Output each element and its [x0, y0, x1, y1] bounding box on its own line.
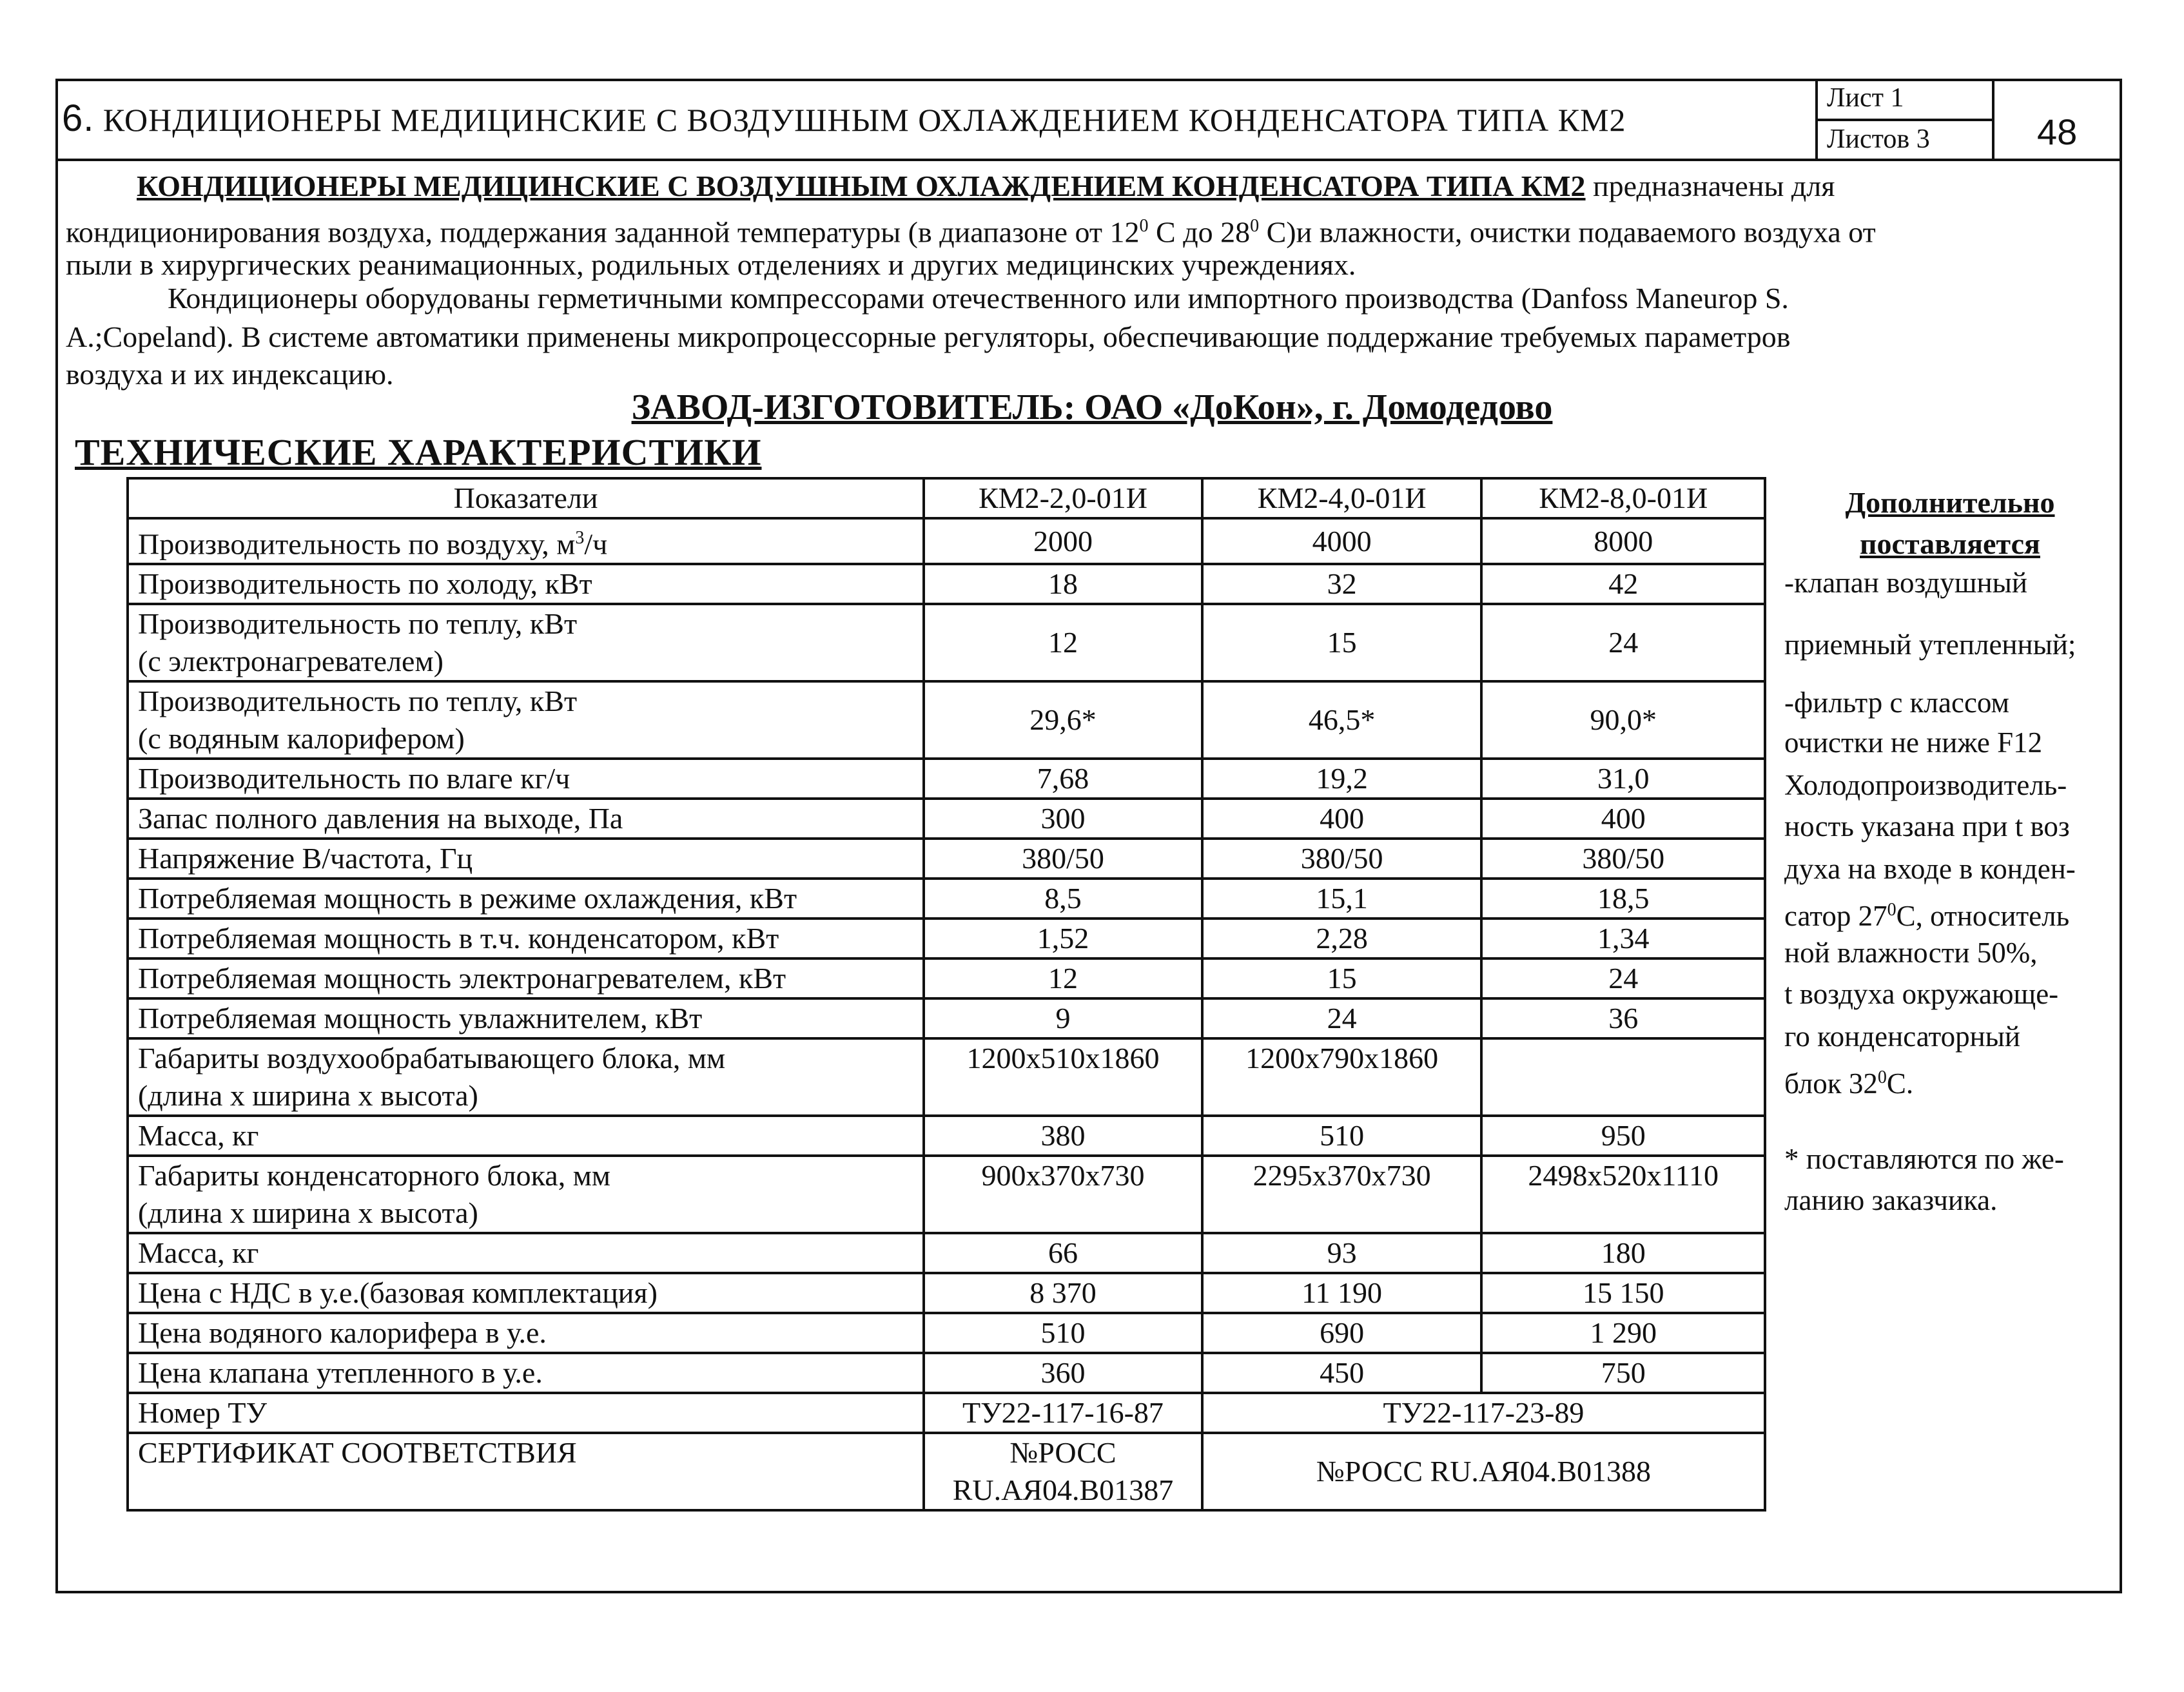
- row-label-text: Производительность по воздуху, м: [138, 527, 576, 561]
- value-cell: 93: [1202, 1233, 1482, 1273]
- value-cell: 360: [924, 1353, 1202, 1393]
- table-header-cell: КМ2-2,0-01И: [924, 478, 1202, 518]
- degree-sup: 0: [1139, 216, 1149, 236]
- table-row: [128, 919, 1765, 958]
- value-cell: 7,68: [924, 759, 1202, 799]
- row-label-text: Производительность по теплу, кВт: [138, 685, 578, 718]
- intro-lead: КОНДИЦИОНЕРЫ МЕДИЦИНСКИЕ С ВОЗДУШНЫМ ОХЛАЖДЕНИЕМ КОНДЕНСАТОРА ТИПА КМ2: [137, 170, 1586, 202]
- table-row: [128, 1393, 1765, 1433]
- value-cell: 12: [924, 958, 1202, 998]
- table-header-cell: КМ2-4,0-01И: [1202, 478, 1482, 518]
- row-label: Производительность по влаге кг/ч: [128, 759, 924, 799]
- row-label-text: (длина х ширина х высота): [138, 1079, 478, 1113]
- value-cell: 380/50: [1481, 839, 1765, 879]
- table-header-cell: Показатели: [128, 478, 924, 518]
- table-row: [128, 564, 1765, 604]
- side-note: го конденсаторный: [1784, 1020, 2020, 1053]
- page-number: 48: [2037, 112, 2078, 152]
- side-note: ность указана при t воз: [1784, 810, 2070, 842]
- row-label-text: (с электронагревателем): [138, 645, 444, 678]
- row-label: [128, 1038, 924, 1116]
- table-row: [128, 1233, 1765, 1273]
- row-label: [128, 518, 924, 564]
- side-note: [1784, 890, 2120, 937]
- sheet-label: Лист 1: [1827, 83, 1904, 113]
- table-row: [128, 604, 1765, 681]
- table-row: [128, 958, 1765, 998]
- value-cell: 510: [924, 1313, 1202, 1353]
- row-label-text: Производительность по теплу, кВт: [138, 607, 578, 641]
- row-label: Цена водяного калорифера в у.е.: [128, 1313, 924, 1353]
- value-cell: 380/50: [924, 839, 1202, 879]
- value-cell: 1 290: [1481, 1313, 1765, 1353]
- value-cell: 180: [1481, 1233, 1765, 1273]
- row-label: Цена клапана утепленного в у.е.: [128, 1353, 924, 1393]
- value-cell: 11 190: [1202, 1273, 1482, 1313]
- table-row: [128, 1433, 1765, 1510]
- value-cell: 32: [1202, 564, 1482, 604]
- intro-paragraph: [66, 166, 2083, 206]
- value-cell: 900x370x730: [924, 1156, 1202, 1233]
- section-title-text: КОНДИЦИОНЕРЫ МЕДИЦИНСКИЕ С ВОЗДУШНЫМ ОХЛАЖДЕНИЕМ КОНДЕНСАТОРА ТИПА КМ2: [102, 102, 1626, 138]
- value-cell: 18,5: [1481, 879, 1765, 919]
- side-note-text: С.: [1886, 1067, 1914, 1100]
- value-cell: 8 370: [924, 1273, 1202, 1313]
- value-cell: 15: [1202, 958, 1482, 998]
- row-label: Потребляемая мощность электронагревателем, кВт: [128, 958, 924, 998]
- value-cell: 2498x520x1110: [1481, 1156, 1765, 1233]
- row-label-text: Габариты конденсаторного блока, мм: [138, 1159, 610, 1192]
- value-cell: 750: [1481, 1353, 1765, 1393]
- value-cell: 12: [924, 604, 1202, 681]
- intro-line: Кондиционеры оборудованы герметичными компрессорами отечественного или импортного производства (Danfoss Maneurop S.: [168, 282, 1789, 315]
- row-label-text: /ч: [584, 527, 608, 561]
- value-cell: 380: [924, 1116, 1202, 1156]
- value-cell: 31,0: [1481, 759, 1765, 799]
- value-cell: [1481, 1038, 1765, 1116]
- side-note-text: С, относитель: [1896, 900, 2070, 932]
- degree-sup: 0: [1877, 1067, 1887, 1087]
- degree-sup: 0: [1250, 216, 1260, 236]
- value-cell: 15: [1202, 604, 1482, 681]
- value-cell: [924, 1433, 1202, 1510]
- value-cell: 450: [1202, 1353, 1482, 1393]
- value-cell: 15 150: [1481, 1273, 1765, 1313]
- value-cell: 29,6*: [924, 681, 1202, 759]
- footnote: * поставляются по же-: [1784, 1143, 2064, 1175]
- table-header-row: [128, 478, 1765, 518]
- unit-sup: 3: [575, 528, 585, 548]
- table-row: [128, 518, 1765, 564]
- row-label: Запас полного давления на выходе, Па: [128, 799, 924, 839]
- side-note: t воздуха окружающе-: [1784, 978, 2059, 1010]
- value-cell: 90,0*: [1481, 681, 1765, 759]
- side-note: [1784, 1057, 2120, 1104]
- row-label: Напряжение В/частота, Гц: [128, 839, 924, 879]
- value-cell: 2,28: [1202, 919, 1482, 958]
- row-label-text: (длина х ширина х высота): [138, 1196, 478, 1230]
- section-title: [62, 97, 1626, 140]
- value-cell: 380/50: [1202, 839, 1482, 879]
- value-cell: 8000: [1481, 518, 1765, 564]
- table-header-cell: КМ2-8,0-01И: [1481, 478, 1765, 518]
- value-cell: 66: [924, 1233, 1202, 1273]
- value-cell: 42: [1481, 564, 1765, 604]
- cert-text: №РОСС: [1009, 1436, 1116, 1470]
- value-cell: 300: [924, 799, 1202, 839]
- row-label-text: (с водяным калорифером): [138, 722, 465, 755]
- table-row: [128, 1038, 1765, 1116]
- table-row: [128, 799, 1765, 839]
- manufacturer-heading: ЗАВОД-ИЗГОТОВИТЕЛЬ: ОАО «ДоКон», г. Домодедово: [631, 387, 1553, 427]
- value-cell: 400: [1202, 799, 1482, 839]
- value-cell: 400: [1481, 799, 1765, 839]
- intro-text: предназначены для: [1585, 170, 1835, 202]
- value-cell: 36: [1481, 998, 1765, 1038]
- row-label: Цена с НДС в у.е.(базовая комплектация): [128, 1273, 924, 1313]
- footnote: ланию заказчика.: [1784, 1184, 1998, 1216]
- value-cell: 950: [1481, 1116, 1765, 1156]
- row-label: Потребляемая мощность в режиме охлаждения, кВт: [128, 879, 924, 919]
- row-label: Производительность по холоду, кВт: [128, 564, 924, 604]
- table-row: [128, 839, 1765, 879]
- value-cell: №РОСС RU.АЯ04.В01388: [1202, 1433, 1765, 1510]
- intro-text: кондиционирования воздуха, поддержания заданной температуры (в диапазоне от 12: [66, 215, 1140, 249]
- value-cell: 690: [1202, 1313, 1482, 1353]
- value-cell: 2000: [924, 518, 1202, 564]
- side-note: духа на входе в конден-: [1784, 853, 2076, 885]
- row-label: [128, 604, 924, 681]
- value-cell: 18: [924, 564, 1202, 604]
- intro-line: A.;Copeland). В системе автоматики применены микропроцессорные регуляторы, обеспечивающие поддержание требуемых параметров: [66, 320, 1791, 353]
- value-cell: 2295x370x730: [1202, 1156, 1482, 1233]
- cert-text: RU.АЯ04.В01387: [952, 1473, 1174, 1507]
- table-row: [128, 1273, 1765, 1313]
- side-note: ной влажности 50%,: [1784, 937, 2038, 969]
- value-cell: 1,34: [1481, 919, 1765, 958]
- side-note: -клапан воздушный: [1784, 567, 2027, 599]
- side-note: очистки не ниже F12: [1784, 726, 2043, 759]
- value-cell: 24: [1481, 958, 1765, 998]
- intro-line: воздуха и их индексацию.: [66, 358, 394, 391]
- value-cell: 15,1: [1202, 879, 1482, 919]
- row-label: Номер ТУ: [128, 1393, 924, 1433]
- side-note: -фильтр с классом: [1784, 686, 2010, 719]
- intro-text: С)и влажности, очистки подаваемого воздуха от: [1259, 215, 1876, 249]
- value-cell: ТУ22-117-23-89: [1202, 1393, 1765, 1433]
- value-cell: 8,5: [924, 879, 1202, 919]
- value-cell: 510: [1202, 1116, 1482, 1156]
- table-row: [128, 998, 1765, 1038]
- value-cell: ТУ22-117-16-87: [924, 1393, 1202, 1433]
- table-row: [128, 759, 1765, 799]
- value-cell: 4000: [1202, 518, 1482, 564]
- value-cell: 1200x790x1860: [1202, 1038, 1482, 1116]
- extras-heading-line: Дополнительно: [1845, 486, 2055, 519]
- extras-heading: [1786, 482, 2114, 565]
- tech-spec-heading: ТЕХНИЧЕСКИЕ ХАРАКТЕРИСТИКИ: [75, 431, 762, 473]
- header-divider: [1815, 119, 1994, 121]
- row-label: Потребляемая мощность увлажнителем, кВт: [128, 998, 924, 1038]
- row-label: Масса, кг: [128, 1116, 924, 1156]
- row-label-text: Габариты воздухообрабатывающего блока, мм: [138, 1042, 726, 1075]
- value-cell: 24: [1202, 998, 1482, 1038]
- value-cell: 24: [1481, 604, 1765, 681]
- table-row: [128, 1116, 1765, 1156]
- row-label: Масса, кг: [128, 1233, 924, 1273]
- intro-text: С до 28: [1148, 215, 1251, 249]
- value-cell: 1,52: [924, 919, 1202, 958]
- table-row: [128, 1156, 1765, 1233]
- value-cell: 9: [924, 998, 1202, 1038]
- value-cell: 46,5*: [1202, 681, 1482, 759]
- row-label: [128, 681, 924, 759]
- table-row: [128, 1353, 1765, 1393]
- section-number: 6.: [62, 97, 95, 139]
- side-note: Холодопроизводитель-: [1784, 769, 2067, 801]
- value-cell: 1200x510x1860: [924, 1038, 1202, 1116]
- sheets-total-label: Листов 3: [1827, 124, 1930, 154]
- spec-table: [126, 477, 1766, 1512]
- table-row: [128, 681, 1765, 759]
- value-cell: 19,2: [1202, 759, 1482, 799]
- side-note: приемный утепленный;: [1784, 628, 2076, 661]
- degree-sup: 0: [1887, 900, 1896, 920]
- table-row: [128, 879, 1765, 919]
- intro-line: пыли в хирургических реанимационных, родильных отделениях и других медицинских учреждениях.: [66, 248, 1356, 281]
- table-row: [128, 1313, 1765, 1353]
- row-label: СЕРТИФИКАТ СООТВЕТСТВИЯ: [128, 1433, 924, 1510]
- extras-heading-line: поставляется: [1860, 527, 2040, 560]
- side-note-text: сатор 27: [1784, 900, 1887, 932]
- row-label: Потребляемая мощность в т.ч. конденсатором, кВт: [128, 919, 924, 958]
- row-label: [128, 1156, 924, 1233]
- side-note-text: блок 32: [1784, 1067, 1878, 1100]
